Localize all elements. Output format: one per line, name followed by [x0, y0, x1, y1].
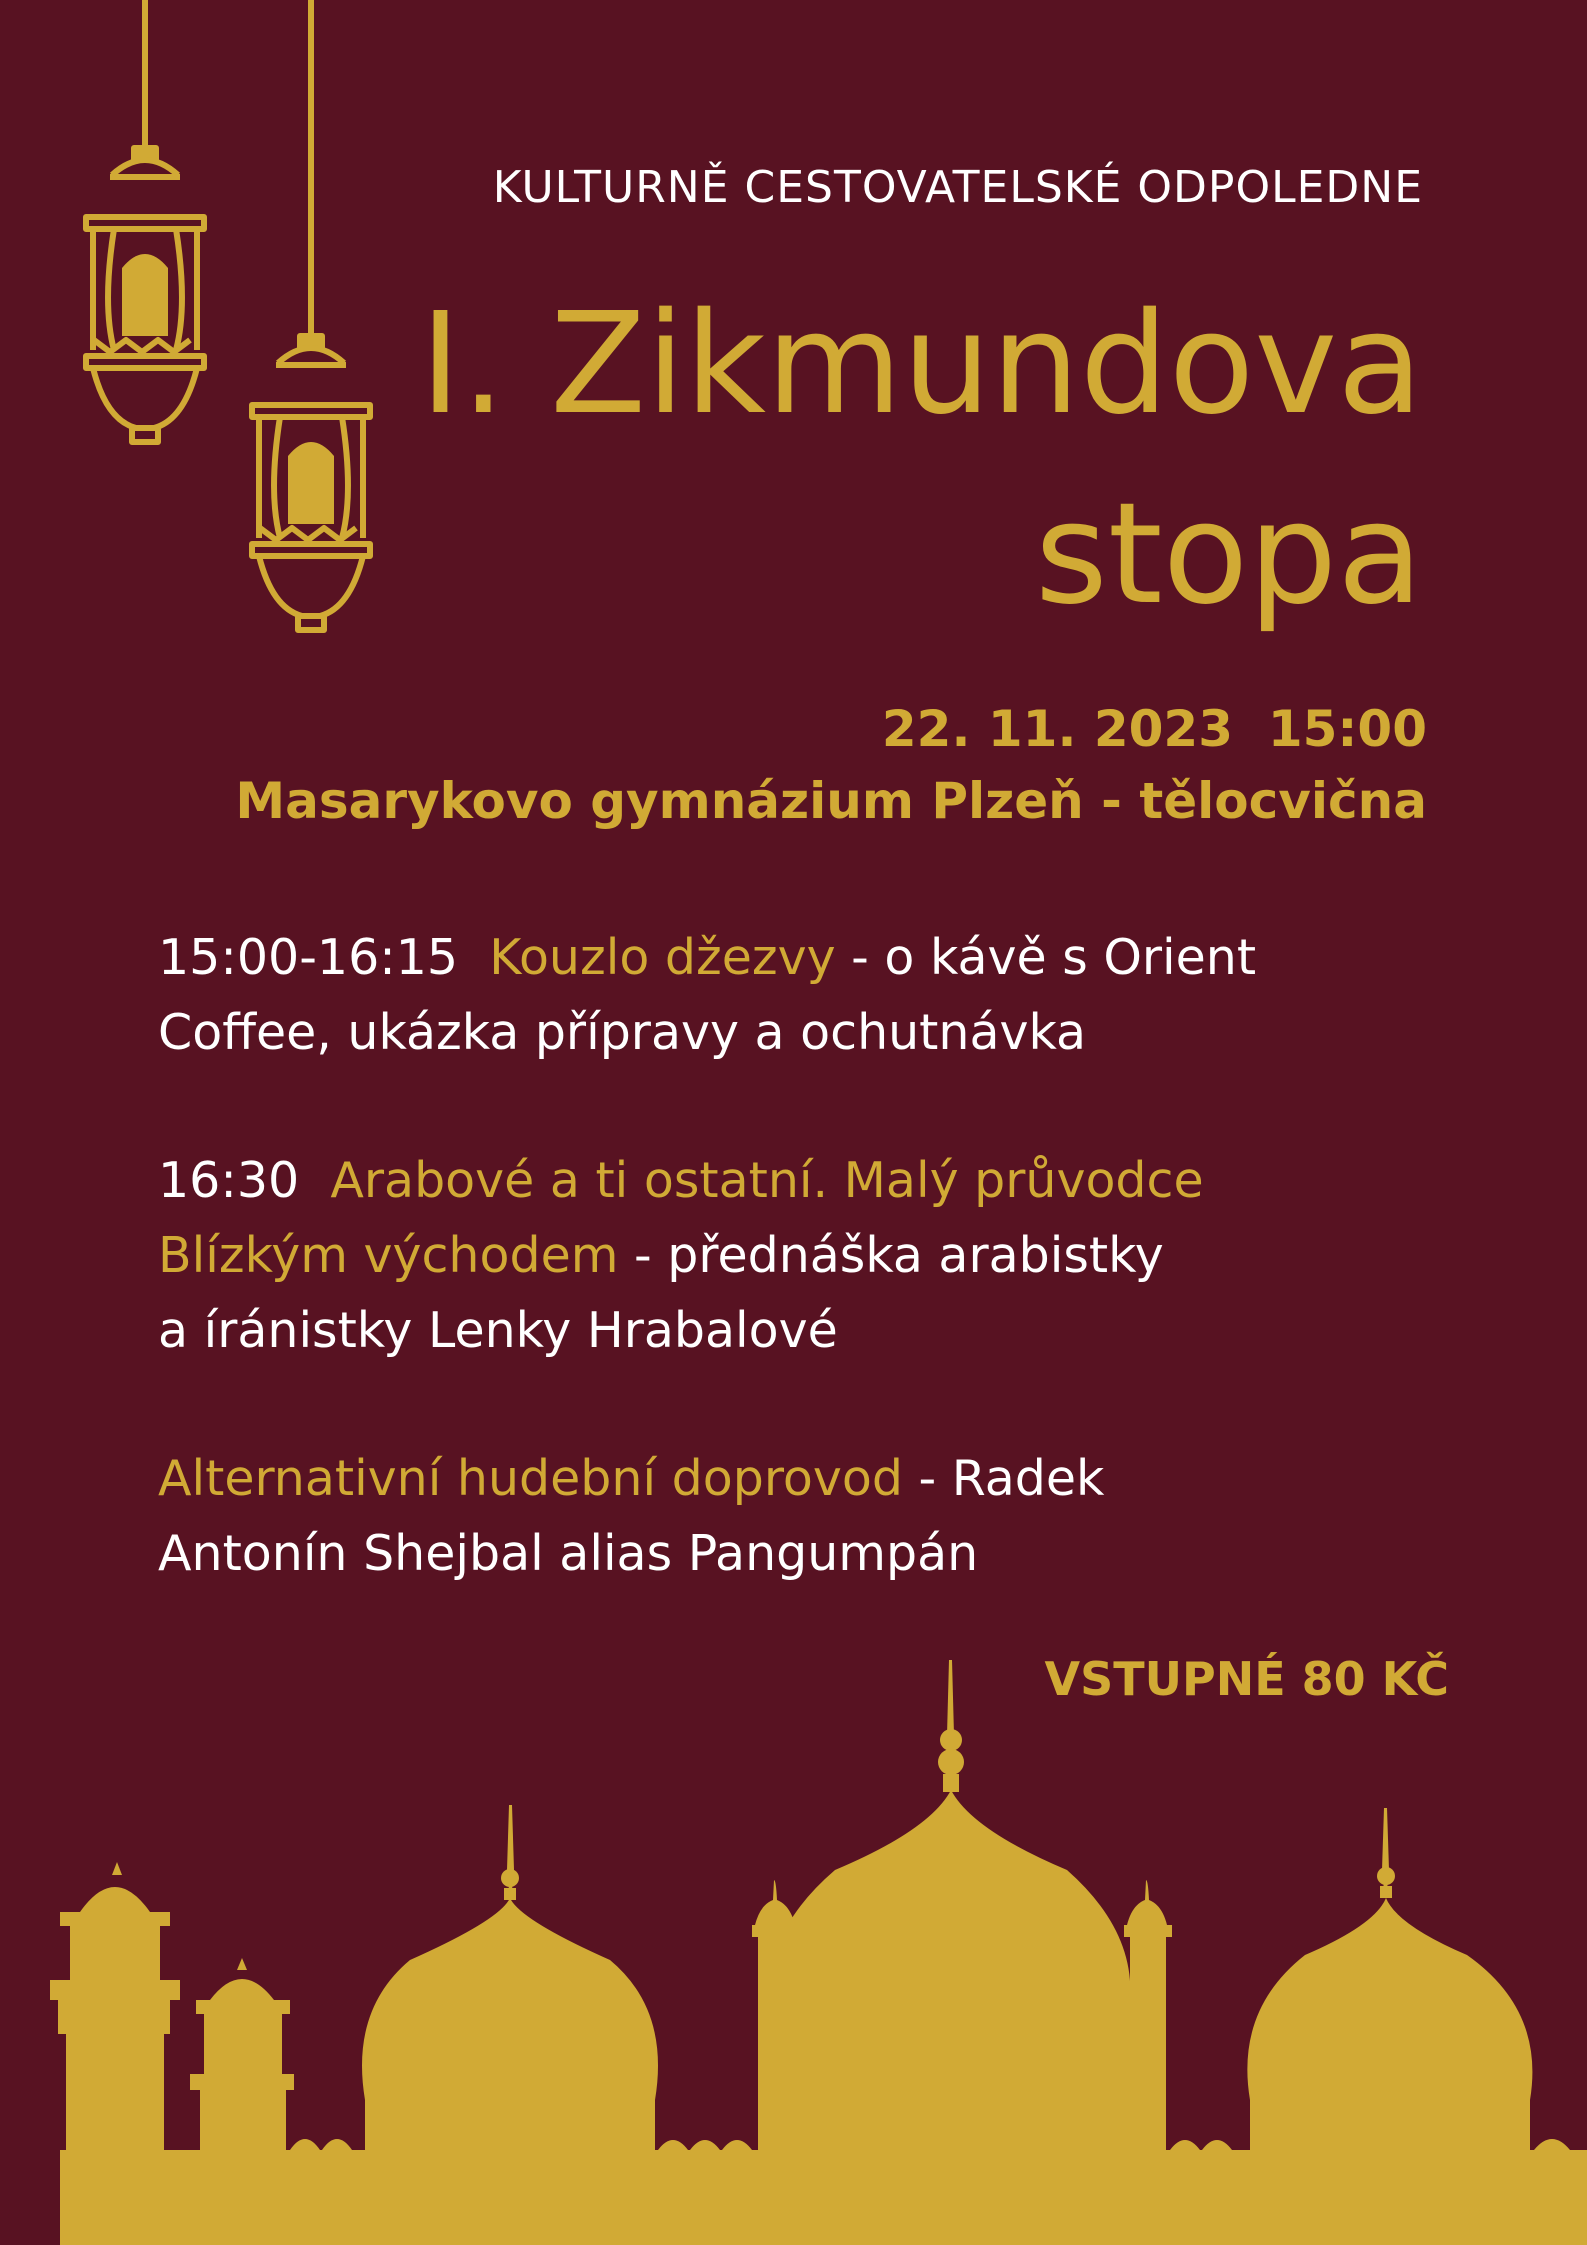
program-title: Blízkým východem	[158, 1227, 619, 1284]
program-title: Kouzlo džezvy	[489, 929, 836, 986]
event-subtitle: KULTURNĚ CESTOVATELSKÉ ODPOLEDNE	[492, 162, 1423, 213]
program-item	[158, 1441, 1338, 1591]
program-item	[158, 1143, 1338, 1368]
event-date: 22. 11. 2023	[881, 700, 1234, 758]
page-title	[420, 270, 1423, 650]
admission-price: VSTUPNÉ 80 KČ	[1044, 1652, 1449, 1706]
program-title: Alternativní hudební doprovod	[158, 1450, 903, 1507]
program-description: - o kávě s Orient	[835, 929, 1257, 986]
program-description: - Radek	[902, 1450, 1105, 1507]
event-venue: Masarykovo gymnázium Plzeň - tělocvična	[235, 772, 1427, 830]
program-description: - přednáška arabistky	[618, 1227, 1164, 1284]
event-time: 15:00	[1267, 700, 1427, 758]
event-datetime	[882, 700, 1427, 758]
title-line-1: I. Zikmundova	[419, 283, 1423, 446]
program-time: 16:30	[158, 1152, 300, 1209]
program-title: Arabové a ti ostatní. Malý průvodce	[330, 1152, 1204, 1209]
program-description: Coffee, ukázka přípravy a ochutnávka	[158, 1004, 1087, 1061]
program-description: Antonín Shejbal alias Pangumpán	[158, 1525, 979, 1582]
mosque-skyline-icon	[0, 1640, 1587, 2245]
program-list	[158, 920, 1338, 1664]
program-item	[158, 920, 1338, 1070]
program-description: a íránistky Lenky Hrabalové	[158, 1302, 838, 1359]
title-line-2: stopa	[1034, 473, 1423, 636]
program-time: 15:00-16:15	[158, 929, 459, 986]
lantern-icon	[76, 0, 214, 450]
lantern-icon	[242, 0, 380, 640]
